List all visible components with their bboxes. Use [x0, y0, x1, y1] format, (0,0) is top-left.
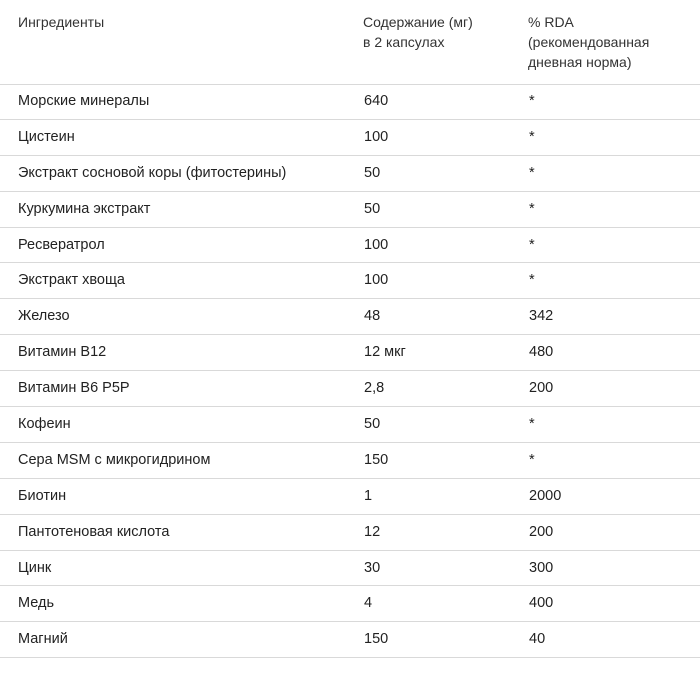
header-content-line2: в 2 капсулах — [363, 34, 445, 50]
ingredient-rda: 2000 — [529, 487, 562, 504]
ingredient-amount: 48 — [364, 308, 381, 325]
header-ingredients-label: Ингредиенты — [18, 14, 105, 30]
ingredient-name: Ресвератрол — [18, 236, 105, 253]
table-row — [0, 335, 700, 371]
ingredient-rda: * — [529, 128, 535, 145]
table-row — [0, 120, 700, 156]
ingredient-amount: 100 — [364, 272, 389, 289]
ingredient-name: Железо — [18, 308, 70, 325]
header-content-line1: Содержание (мг) — [363, 14, 473, 30]
table-body — [0, 84, 700, 658]
table-header — [0, 0, 700, 85]
table-row — [0, 228, 700, 264]
table-row — [0, 192, 700, 228]
ingredient-amount: 30 — [364, 559, 381, 576]
ingredient-amount: 150 — [364, 451, 389, 468]
ingredient-amount: 50 — [364, 416, 381, 433]
ingredient-name: Экстракт хвоща — [18, 272, 125, 289]
table-row — [0, 622, 700, 658]
table-row — [0, 263, 700, 299]
table-row — [0, 515, 700, 551]
header-rda-line2: (рекомендованная — [528, 34, 650, 50]
header-rda — [528, 12, 693, 72]
ingredient-rda: * — [529, 272, 535, 289]
ingredient-amount: 640 — [364, 93, 389, 109]
ingredient-name: Цистеин — [18, 128, 75, 145]
ingredient-rda: 40 — [529, 631, 546, 648]
ingredient-name: Кофеин — [18, 416, 71, 433]
header-content — [363, 12, 513, 52]
ingredient-name: Куркумина экстракт — [18, 200, 151, 217]
ingredient-rda: * — [529, 236, 535, 253]
ingredient-name: Витамин B6 P5P — [18, 380, 130, 397]
ingredient-rda: * — [529, 416, 535, 433]
ingredient-amount: 100 — [364, 236, 389, 253]
ingredient-rda: * — [529, 200, 535, 217]
ingredient-name: Пантотеновая кислота — [18, 523, 170, 540]
ingredient-name: Экстракт сосновой коры (фитостерины) — [18, 164, 287, 181]
ingredient-amount: 12 мкг — [364, 344, 406, 361]
ingredient-rda: 342 — [529, 308, 554, 325]
ingredient-amount: 4 — [364, 595, 373, 612]
header-ingredients — [18, 12, 104, 32]
ingredient-rda: 300 — [529, 559, 554, 576]
ingredient-rda: 200 — [529, 380, 554, 397]
table-row — [0, 479, 700, 515]
ingredient-rda: 200 — [529, 523, 554, 540]
header-rda-line3: дневная норма) — [528, 54, 632, 70]
ingredient-rda: 400 — [529, 595, 554, 612]
table-row — [0, 407, 700, 443]
ingredient-name: Цинк — [18, 559, 52, 576]
ingredient-amount: 2,8 — [364, 380, 385, 397]
table-row — [0, 299, 700, 335]
table-row — [0, 551, 700, 587]
ingredient-name: Медь — [18, 595, 55, 612]
ingredient-name: Магний — [18, 631, 68, 648]
ingredient-name: Биотин — [18, 487, 67, 504]
table-row — [0, 156, 700, 192]
ingredient-amount: 50 — [364, 164, 381, 181]
ingredient-amount: 1 — [364, 487, 373, 504]
table-row — [0, 443, 700, 479]
ingredient-rda: * — [529, 451, 535, 468]
ingredient-rda: * — [529, 93, 535, 109]
header-rda-line1: % RDA — [528, 14, 574, 30]
ingredient-amount: 150 — [364, 631, 389, 648]
ingredient-amount: 50 — [364, 200, 381, 217]
ingredient-amount: 100 — [364, 128, 389, 145]
table-row — [0, 84, 700, 120]
ingredient-rda: * — [529, 164, 535, 181]
table-row — [0, 586, 700, 622]
ingredient-amount: 12 — [364, 523, 381, 540]
table-row — [0, 371, 700, 407]
ingredient-name: Витамин B12 — [18, 344, 107, 361]
ingredient-name: Сера MSM с микрогидрином — [18, 451, 211, 468]
ingredient-name: Морские минералы — [18, 93, 150, 109]
ingredient-rda: 480 — [529, 344, 554, 361]
